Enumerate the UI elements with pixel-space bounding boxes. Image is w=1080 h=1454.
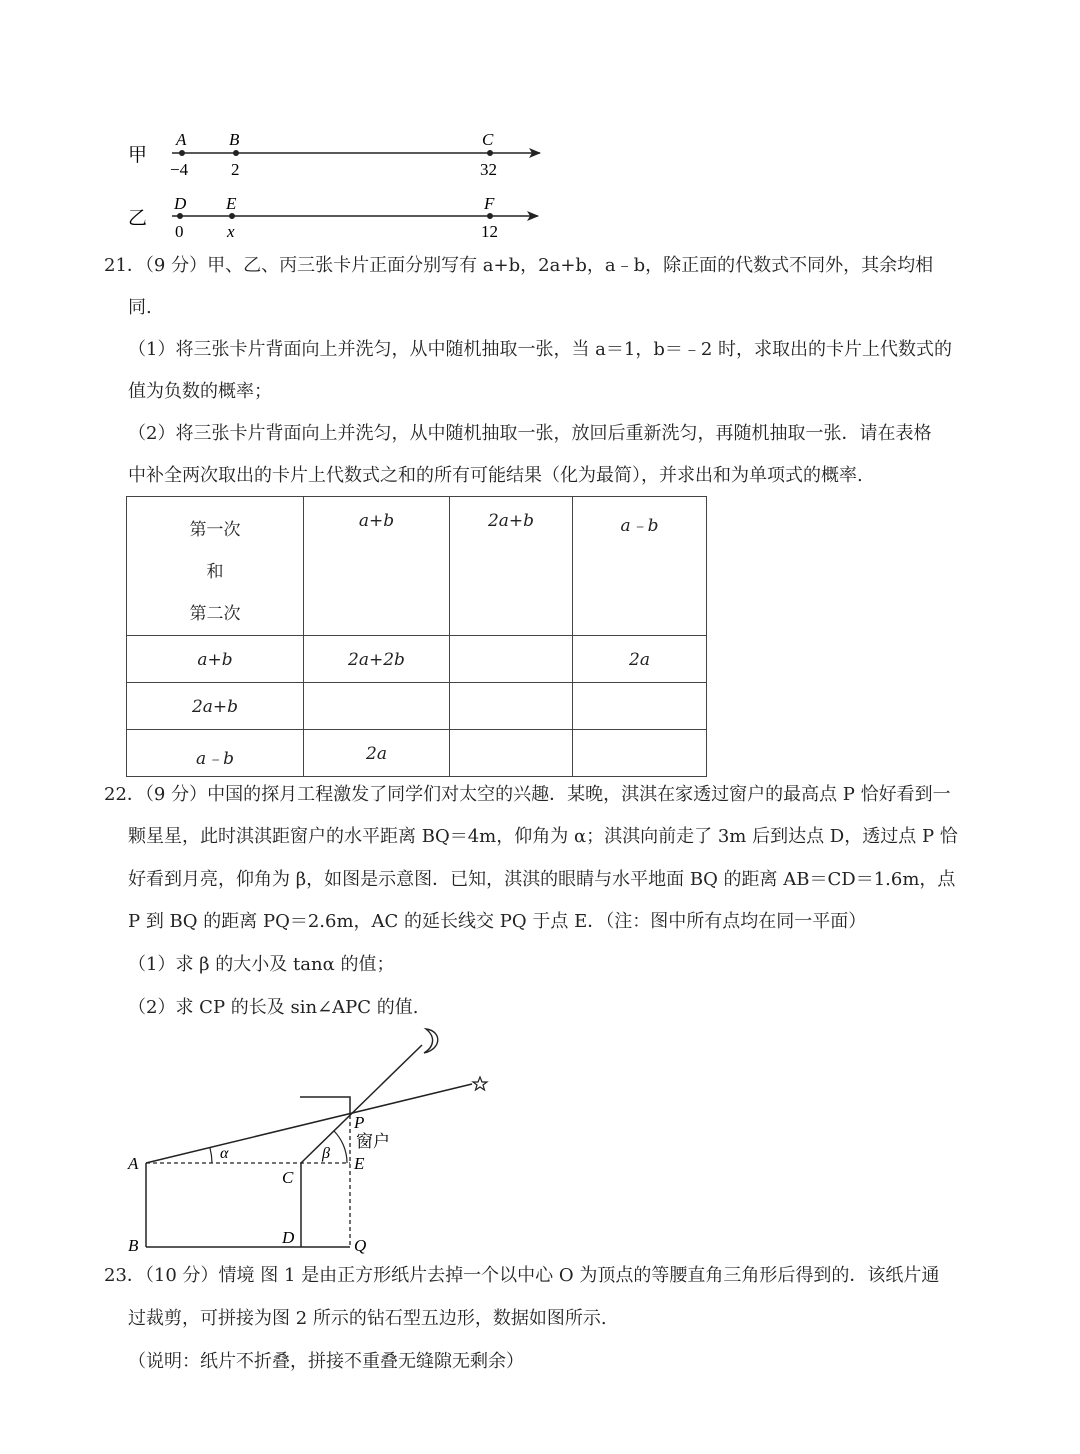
alpha-arc: [210, 1148, 212, 1163]
label-q: Q: [354, 1236, 367, 1255]
point-a-dot: [179, 150, 185, 156]
point-a-value: −4: [170, 160, 189, 179]
point-e-value: x: [227, 222, 235, 241]
cell-3-1: 2a: [304, 730, 450, 777]
table-header-row: [127, 497, 707, 636]
label-window: 窗户: [356, 1132, 390, 1151]
col-header-2: 2a+b: [450, 497, 573, 636]
q21-line-1: 21．（9 分）甲、乙、丙三张卡片正面分别写有 a+b，2a+b，a﹣b，除正面的代数式不同外，其余均相: [104, 255, 934, 276]
point-c-dot: [487, 150, 493, 156]
label-alpha: α: [220, 1145, 229, 1162]
table-corner-cell: [127, 497, 304, 636]
number-line-jia-label: 甲: [128, 145, 148, 166]
table-row: [127, 683, 707, 730]
table-row: [127, 730, 707, 777]
col-header-1: a+b: [304, 497, 450, 636]
label-b: B: [128, 1236, 139, 1255]
cell-1-1: 2a+2b: [304, 636, 450, 683]
label-d: D: [282, 1228, 295, 1247]
number-lines-figure: [120, 125, 560, 245]
cell-1-2: [450, 636, 573, 683]
q22-line-1: 22．（9 分）中国的探月工程激发了同学们对太空的兴趣．某晚，淇淇在家透过窗户的最高点 P 恰好看到一: [104, 784, 951, 805]
point-c-letter: C: [482, 130, 494, 149]
label-p: P: [354, 1113, 365, 1132]
cell-3-2: [450, 730, 573, 777]
moon-icon: [424, 1029, 438, 1053]
q23-line-1: 23．（10 分）情境 图 1 是由正方形纸片去掉一个以中心 O 为顶点的等腰直角三角形后得到的．该纸片通: [104, 1265, 940, 1286]
q23-line-3: （说明：纸片不折叠，拼接不重叠无缝隙无剩余）: [128, 1351, 524, 1372]
cell-2-3: [573, 683, 707, 730]
point-d-dot: [177, 213, 183, 219]
label-c: C: [282, 1168, 294, 1187]
point-d-value: 0: [175, 222, 184, 241]
cell-3-3: [573, 730, 707, 777]
number-line-yi-label: 乙: [128, 208, 148, 229]
q21-line-3: （1）将三张卡片背面向上并洗匀，从中随机抽取一张，当 a＝1，b＝﹣2 时，求取出的卡片上代数式的: [128, 339, 953, 360]
q21-line-4: 值为负数的概率；: [128, 381, 272, 402]
q21-sum-table: [126, 496, 707, 777]
sight-line-star: [146, 1084, 472, 1163]
point-b-dot: [233, 150, 239, 156]
row-header-1: a+b: [127, 636, 304, 683]
col-header-3: a﹣b: [573, 497, 707, 636]
point-e-letter: E: [226, 194, 237, 213]
point-f-letter: F: [484, 194, 495, 213]
cell-2-1: [304, 683, 450, 730]
q22-figure: [120, 1025, 500, 1255]
star-icon: [473, 1077, 487, 1090]
label-beta: β: [322, 1145, 330, 1162]
q22-line-4: P 到 BQ 的距离 PQ＝2.6m，AC 的延长线交 PQ 于点 E．（注：图中所有点均在同一平面）: [128, 911, 867, 932]
label-e: E: [354, 1154, 365, 1173]
point-f-dot: [487, 213, 493, 219]
point-c-value: 32: [480, 160, 497, 179]
point-b-letter: B: [229, 130, 240, 149]
q22-line-3: 好看到月亮，仰角为 β，如图是示意图．已知，淇淇的眼睛与水平地面 BQ 的距离 AB＝CD＝1.6m，点: [128, 869, 956, 890]
beta-arc: [334, 1131, 347, 1163]
q22-line-6: （2）求 CP 的长及 sin∠APC 的值.: [128, 997, 419, 1018]
point-b-value: 2: [231, 160, 240, 179]
q21-line-2: 同.: [128, 297, 152, 318]
point-f-value: 12: [481, 222, 498, 241]
corner-second: 第二次: [189, 604, 241, 624]
window-frame: [300, 1097, 350, 1115]
label-a: A: [128, 1154, 139, 1173]
cell-2-2: [450, 683, 573, 730]
table-row: [127, 636, 707, 683]
point-d-letter: D: [174, 194, 187, 213]
point-e-dot: [229, 213, 235, 219]
corner-first: 第一次: [189, 520, 241, 540]
corner-and: 和: [206, 562, 224, 582]
cell-1-3: 2a: [573, 636, 707, 683]
q22-line-5: （1）求 β 的大小及 tanα 的值；: [128, 954, 395, 975]
row-header-3: a﹣b: [127, 730, 304, 777]
q21-line-6: 中补全两次取出的卡片上代数式之和的所有可能结果（化为最简），并求出和为单项式的概率.: [128, 465, 863, 486]
q23-line-2: 过裁剪，可拼接为图 2 所示的钻石型五边形，数据如图所示.: [128, 1308, 607, 1329]
point-a-letter: A: [176, 130, 187, 149]
row-header-2: 2a+b: [127, 683, 304, 730]
q22-line-2: 颗星星，此时淇淇距窗户的水平距离 BQ＝4m，仰角为 α；淇淇向前走了 3m 后到达点 D，透过点 P 恰: [128, 826, 958, 847]
q21-line-5: （2）将三张卡片背面向上并洗匀，从中随机抽取一张，放回后重新洗匀，再随机抽取一张．请在表格: [128, 423, 932, 444]
